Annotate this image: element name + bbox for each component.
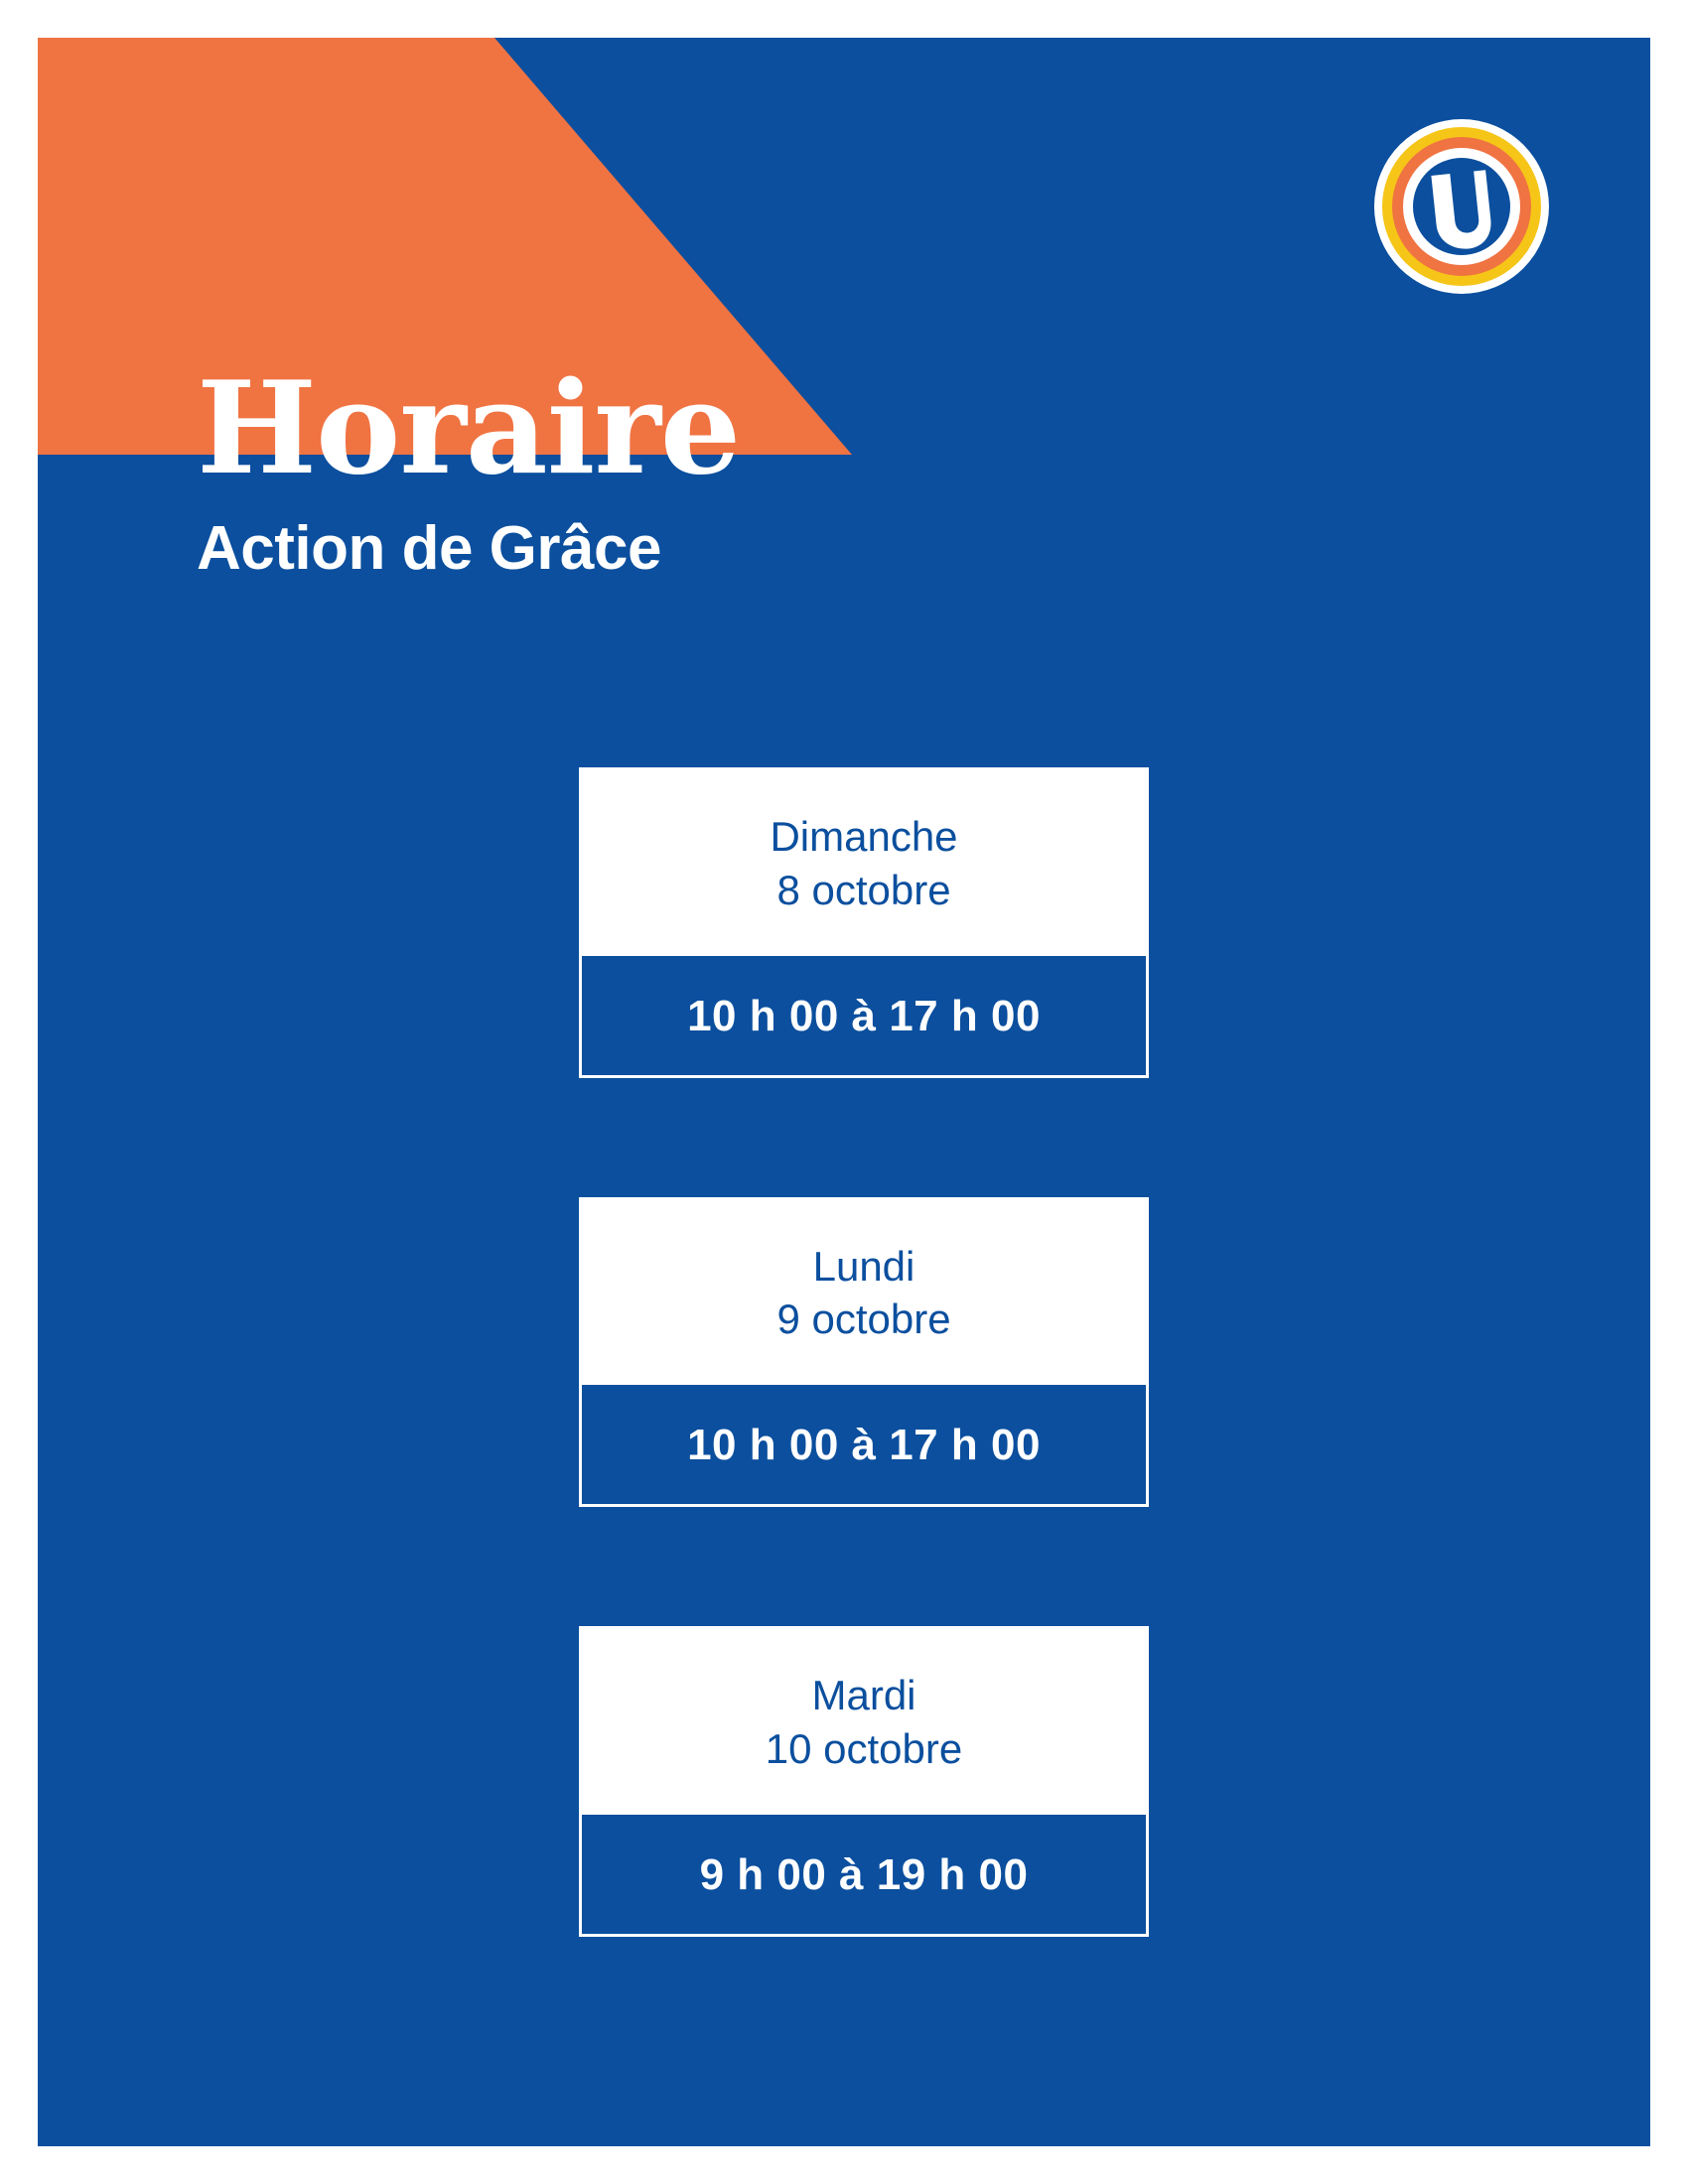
schedule-card bbox=[579, 1626, 1149, 1937]
schedule-card bbox=[579, 1197, 1149, 1508]
poster bbox=[38, 38, 1650, 2146]
brand-logo-icon bbox=[1372, 117, 1551, 296]
page-subtitle: Action de Grâce bbox=[197, 514, 661, 583]
schedule-list bbox=[579, 767, 1155, 1937]
title-block bbox=[197, 354, 1388, 583]
schedule-card-header bbox=[579, 1197, 1149, 1386]
schedule-hours-label: 9 h 00 à 19 h 00 bbox=[579, 1815, 1149, 1937]
schedule-card-header bbox=[579, 1626, 1149, 1815]
schedule-day-label: Dimanche bbox=[770, 813, 958, 860]
schedule-card-header bbox=[579, 767, 1149, 956]
page-title: Horaire bbox=[197, 354, 741, 503]
schedule-date-label: 10 octobre bbox=[765, 1724, 963, 1772]
schedule-date-label: 8 octobre bbox=[776, 866, 951, 913]
schedule-card bbox=[579, 767, 1149, 1078]
schedule-date-label: 9 octobre bbox=[776, 1296, 951, 1343]
schedule-day-label: Lundi bbox=[812, 1242, 915, 1290]
schedule-hours-label: 10 h 00 à 17 h 00 bbox=[579, 956, 1149, 1078]
schedule-day-label: Mardi bbox=[811, 1672, 916, 1718]
schedule-hours-label: 10 h 00 à 17 h 00 bbox=[579, 1385, 1149, 1507]
